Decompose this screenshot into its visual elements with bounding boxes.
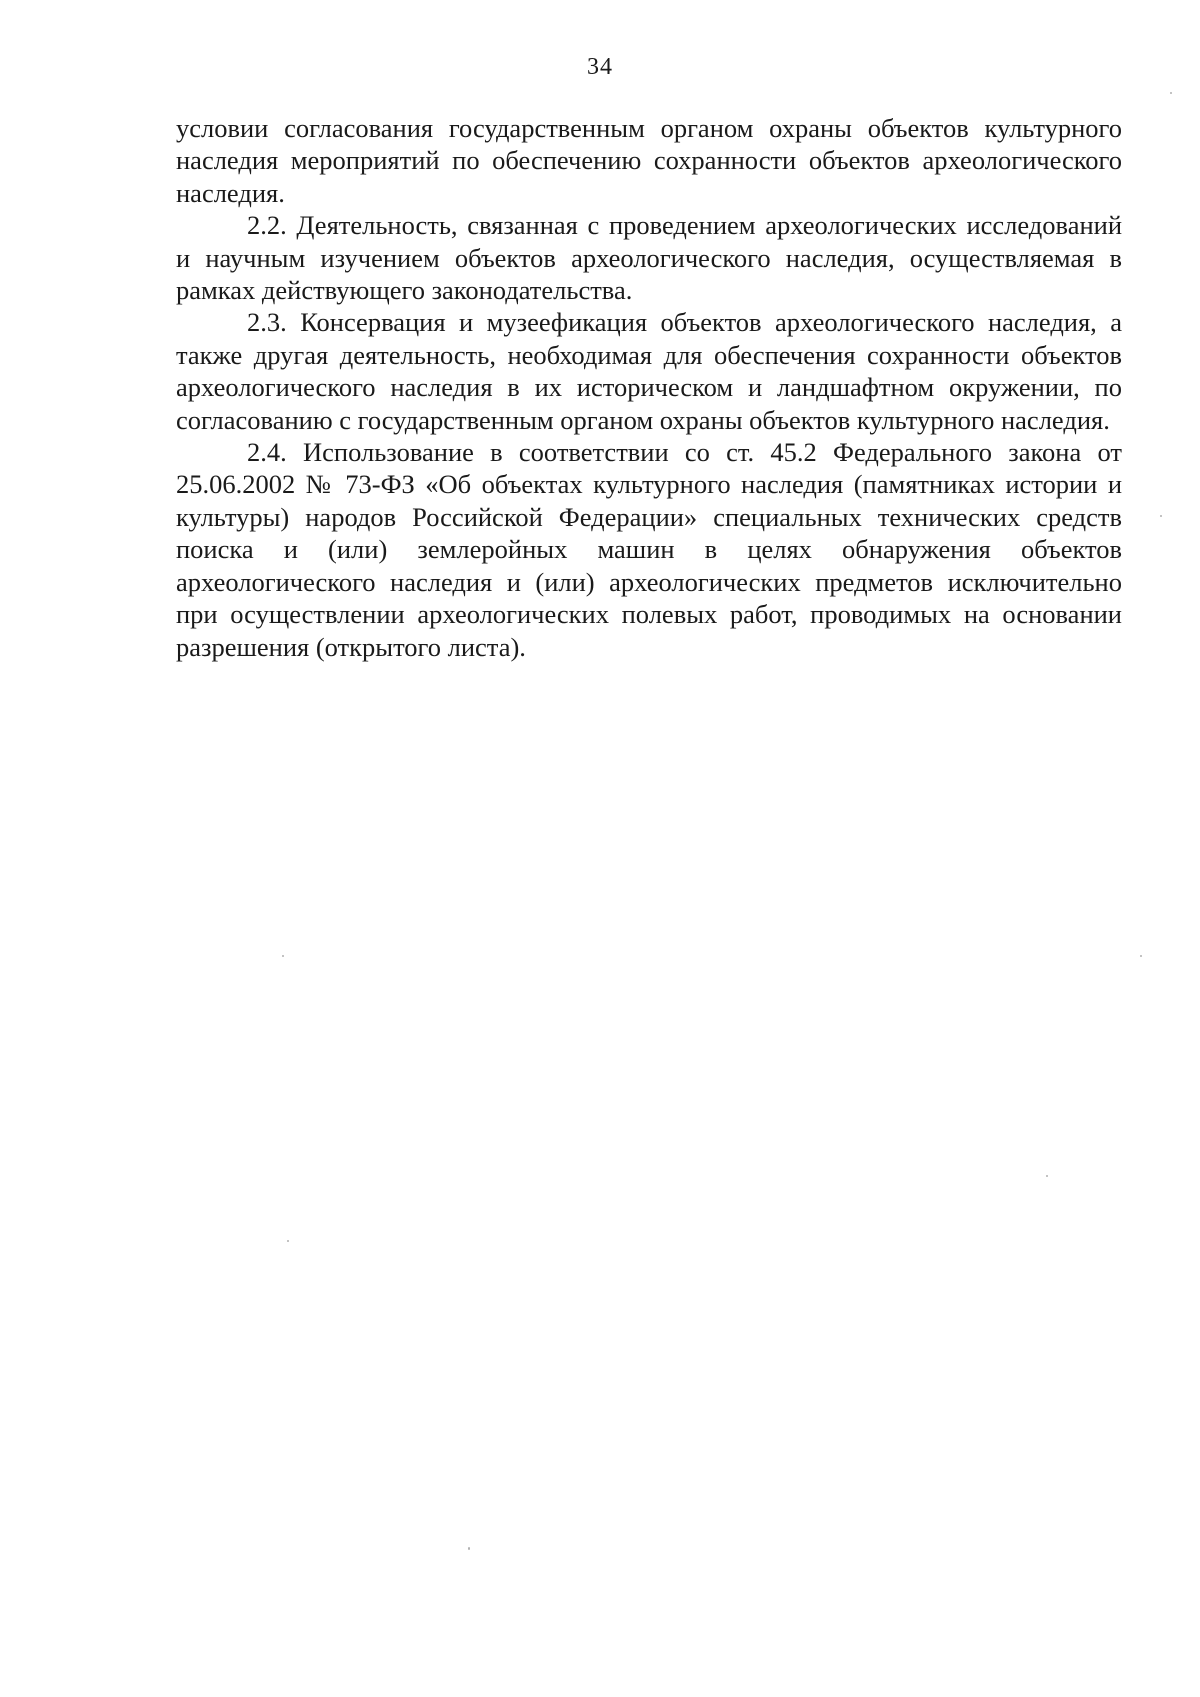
paragraph-number: 2.3. [247, 307, 287, 338]
scan-speck [1140, 955, 1142, 957]
paragraph-2-2 [176, 209, 1122, 306]
document-body [176, 112, 1122, 663]
scan-speck [1170, 92, 1172, 94]
scan-speck [282, 955, 284, 957]
paragraph-text: Консервация и музеефикация объектов археологического наследия, а также другая деятельность, необходимая для обеспечения сохранности объектов археологического наследия в их историческом и ландшафтном окружении, по согласованию с государственным органом охраны объектов культурного наследия. [176, 307, 1122, 435]
paragraph-number: 2.4. [247, 437, 287, 468]
paragraph-text: Деятельность, связанная с проведением археологических исследований и научным изучением объектов археологического наследия, осуществляемая в рамках действующего законодательства. [176, 210, 1122, 306]
paragraph-2-3 [176, 306, 1122, 436]
paragraph-text: Использование в соответствии со ст. 45.2 Федерального закона от 25.06.2002 № 73-ФЗ «Об объектах культурного наследия (памятниках истории и культуры) народов Российской Федерации» специальных технических средств поиска и (или) землеройных машин в целях обнаружения объектов археологического наследия и (или) археологических предметов исключительно при осуществлении археологических полевых работ, проводимых на основании разрешения (открытого листа). [176, 437, 1122, 662]
scan-speck [1160, 515, 1162, 517]
paragraph-2-4 [176, 436, 1122, 663]
paragraph-number: 2.2. [247, 210, 287, 241]
scan-speck [468, 1547, 470, 1550]
paragraph-continuation [176, 112, 1122, 209]
scan-speck [1046, 1175, 1048, 1177]
page-number: 34 [587, 54, 613, 80]
paragraph-text: условии согласования государственным органом охраны объектов культурного наследия мероприятий по обеспечению сохранности объектов археологического наследия. [176, 113, 1122, 208]
scan-speck [287, 1240, 289, 1242]
